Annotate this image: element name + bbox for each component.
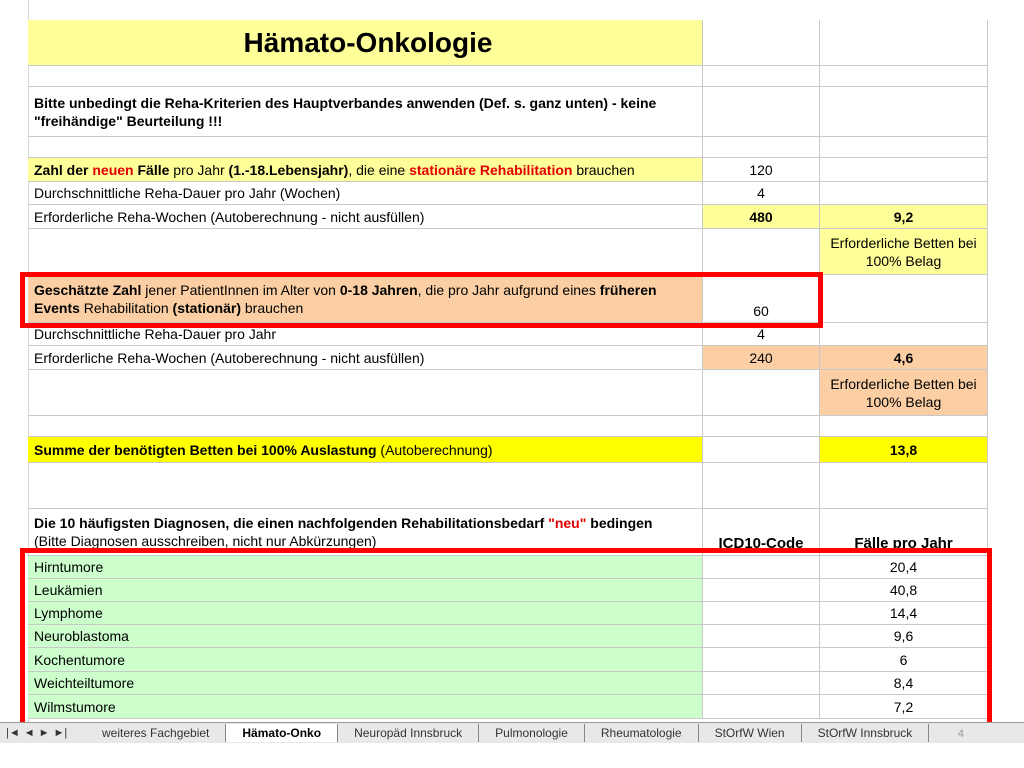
weeks-value-cell-2[interactable] (703, 346, 820, 369)
table-row (28, 695, 988, 719)
cases-value: 6 (899, 651, 908, 668)
weeks-row-2 (28, 346, 988, 370)
diagnosis-name: Leukämien (34, 582, 103, 598)
cases-header: Fälle pro Jahr (854, 535, 953, 552)
cases-value-cell[interactable] (820, 672, 988, 694)
duration-value-cell-1[interactable] (703, 182, 820, 204)
tab-pulmonologie[interactable]: Pulmonologie (479, 724, 585, 742)
tab-neuropaed-innsbruck[interactable]: Neuropäd Innsbruck (338, 724, 479, 742)
weeks-label-cell-1[interactable] (28, 205, 703, 228)
estimated-row (28, 275, 988, 323)
diagnosis-name: Weichteiltumore (34, 675, 135, 691)
title-cell[interactable] (28, 20, 703, 65)
icd-header: ICD10-Code (718, 535, 804, 552)
beds-value-cell-2[interactable] (820, 346, 988, 369)
cases-value: 8,4 (893, 675, 914, 691)
sheet-tab-bar (0, 722, 1024, 743)
table-row (28, 625, 988, 648)
diagnosis-name: Hirntumore (34, 559, 104, 575)
intro-cell[interactable] (28, 87, 703, 136)
tab-rheumatologie[interactable]: Rheumatologie (585, 724, 699, 742)
tab-haemato-onko[interactable]: Hämato-Onko (226, 724, 338, 742)
diagnosis-name-cell[interactable] (28, 648, 703, 671)
duration-value-2: 4 (757, 326, 765, 342)
diagnoses-header-cell[interactable] (28, 509, 703, 555)
tab-weiteres-fachgebiet[interactable]: weiteres Fachgebiet (86, 724, 226, 742)
sum-label: Summe der benötigten Betten bei 100% Auslastung (Autoberechnung) (34, 441, 493, 458)
estimated-value: 60 (753, 303, 769, 319)
diagnosis-name-cell[interactable] (28, 695, 703, 718)
page-number: 4 (957, 728, 964, 740)
intro-row (28, 87, 988, 137)
icd-code-cell[interactable] (703, 602, 820, 624)
weeks-label-cell-2[interactable] (28, 346, 703, 369)
cases-value-cell[interactable] (820, 648, 988, 671)
diagnosis-name: Lymphome (34, 605, 103, 621)
duration-label-cell-2[interactable] (28, 323, 703, 345)
sum-row (28, 437, 988, 463)
diagnosis-name-cell[interactable] (28, 672, 703, 694)
duration-value-cell-2[interactable] (703, 323, 820, 345)
estimated-label-cell[interactable] (28, 275, 703, 322)
beds-note-1-line-2: 100% Belag (865, 252, 942, 269)
blank-row (28, 137, 988, 158)
cases-value-cell[interactable] (820, 695, 988, 718)
icd-code-cell[interactable] (703, 625, 820, 647)
cases-value: 9,6 (893, 628, 914, 644)
cases-value: 40,8 (889, 582, 918, 598)
tab-storfw-innsbruck[interactable]: StOrfW Innsbruck (802, 724, 930, 742)
icd-code-cell[interactable] (703, 579, 820, 601)
table-row (28, 556, 988, 579)
duration-label-cell-1[interactable] (28, 182, 703, 204)
estimated-label: Geschätzte Zahl jener PatientInnen im Alter von 0-18 Jahren, die pro Jahr aufgrund eines früheren Events Rehabilitation (stationär) brauchen (34, 281, 657, 316)
cases-value-cell[interactable] (820, 579, 988, 601)
next-sheet-icon[interactable]: ► (38, 727, 50, 739)
new-cases-value: 120 (749, 161, 773, 178)
beds-value-cell-1[interactable] (820, 205, 988, 228)
new-cases-row (28, 158, 988, 182)
diagnoses-header-line-2: (Bitte Diagnosen ausschreiben, nicht nur Abkürzungen) (34, 533, 377, 549)
page-title: Hämato-Onkologie (243, 26, 493, 58)
title-row (28, 20, 988, 66)
cases-value-cell[interactable] (820, 625, 988, 647)
cases-header-cell[interactable] (820, 509, 988, 555)
cases-value: 14,4 (889, 605, 918, 621)
sum-value-cell[interactable] (820, 437, 988, 462)
beds-note-row-2 (28, 370, 988, 416)
table-row (28, 602, 988, 625)
diagnosis-name-cell[interactable] (28, 625, 703, 647)
weeks-value-1: 480 (749, 208, 773, 225)
prev-sheet-icon[interactable]: ◄ (23, 727, 35, 739)
estimated-value-cell[interactable] (703, 275, 820, 322)
cases-value: 7,2 (893, 698, 914, 715)
diagnosis-name-cell[interactable] (28, 579, 703, 601)
sum-label-cell[interactable] (28, 437, 703, 462)
icd-code-cell[interactable] (703, 556, 820, 578)
table-row (28, 579, 988, 602)
beds-note-2-line-1: Erforderliche Betten bei (830, 375, 977, 392)
weeks-value-cell-1[interactable] (703, 205, 820, 228)
beds-note-1-line-1: Erforderliche Betten bei (830, 234, 977, 251)
table-row (28, 672, 988, 695)
weeks-label-1: Erforderliche Reha-Wochen (Autoberechnung - nicht ausfüllen) (34, 208, 425, 225)
blank-row (28, 416, 988, 437)
new-cases-label-cell[interactable] (28, 158, 703, 181)
last-sheet-icon[interactable]: ►| (53, 727, 68, 739)
icd-code-cell[interactable] (703, 648, 820, 671)
cases-value: 20,4 (889, 559, 918, 575)
beds-note-cell-1[interactable] (820, 229, 988, 274)
new-cases-label: Zahl der neuen Fälle pro Jahr (1.-18.Lebensjahr), die eine stationäre Rehabilitation brauchen (34, 161, 635, 178)
tab-navigation (0, 727, 86, 739)
beds-note-cell-2[interactable] (820, 370, 988, 415)
table-row (28, 648, 988, 672)
beds-note-2-line-2: 100% Belag (865, 393, 942, 410)
weeks-label-2: Erforderliche Reha-Wochen (Autoberechnung - nicht ausfüllen) (34, 349, 425, 366)
duration-value-1: 4 (757, 185, 765, 201)
duration-label-1: Durchschnittliche Reha-Dauer pro Jahr (Wochen) (34, 185, 341, 201)
diagnosis-name-cell[interactable] (28, 602, 703, 624)
blank-row (28, 66, 988, 87)
duration-row-2 (28, 323, 988, 346)
diagnoses-header-line-1: Die 10 häufigsten Diagnosen, die einen nachfolgenden Rehabilitationsbedarf "neu" bedingen (34, 515, 653, 531)
diagnoses-header-row (28, 509, 988, 556)
sum-value: 13,8 (889, 441, 918, 458)
blank-row (28, 463, 988, 509)
weeks-row-1 (28, 205, 988, 229)
diagnosis-name: Kochentumore (34, 651, 126, 668)
weeks-value-2: 240 (749, 349, 773, 366)
beds-note-row-1 (28, 229, 988, 275)
cases-value-cell[interactable] (820, 556, 988, 578)
intro-line-2: "freihändige" Beurteilung !!! (34, 112, 223, 129)
new-cases-value-cell[interactable] (703, 158, 820, 181)
title-cell-c[interactable] (820, 20, 988, 65)
intro-line-1: Bitte unbedingt die Reha-Kriterien des Hauptverbandes anwenden (Def. s. ganz unten) - keine (34, 94, 657, 111)
diagnosis-name: Neuroblastoma (34, 628, 129, 644)
cases-value-cell[interactable] (820, 602, 988, 624)
icd-code-cell[interactable] (703, 695, 820, 718)
row-header-strip (0, 0, 29, 722)
first-sheet-icon[interactable]: |◄ (6, 727, 20, 739)
diagnosis-name-cell[interactable] (28, 556, 703, 578)
icd-header-cell[interactable] (703, 509, 820, 555)
icd-code-cell[interactable] (703, 672, 820, 694)
beds-value-2: 4,6 (893, 349, 914, 366)
duration-label-2: Durchschnittliche Reha-Dauer pro Jahr (34, 326, 276, 342)
diagnosis-name: Wilmstumore (34, 698, 116, 715)
beds-value-1: 9,2 (893, 208, 914, 225)
duration-row-1 (28, 182, 988, 205)
title-cell-b[interactable] (703, 20, 820, 65)
tab-storfw-wien[interactable]: StOrfW Wien (699, 724, 802, 742)
